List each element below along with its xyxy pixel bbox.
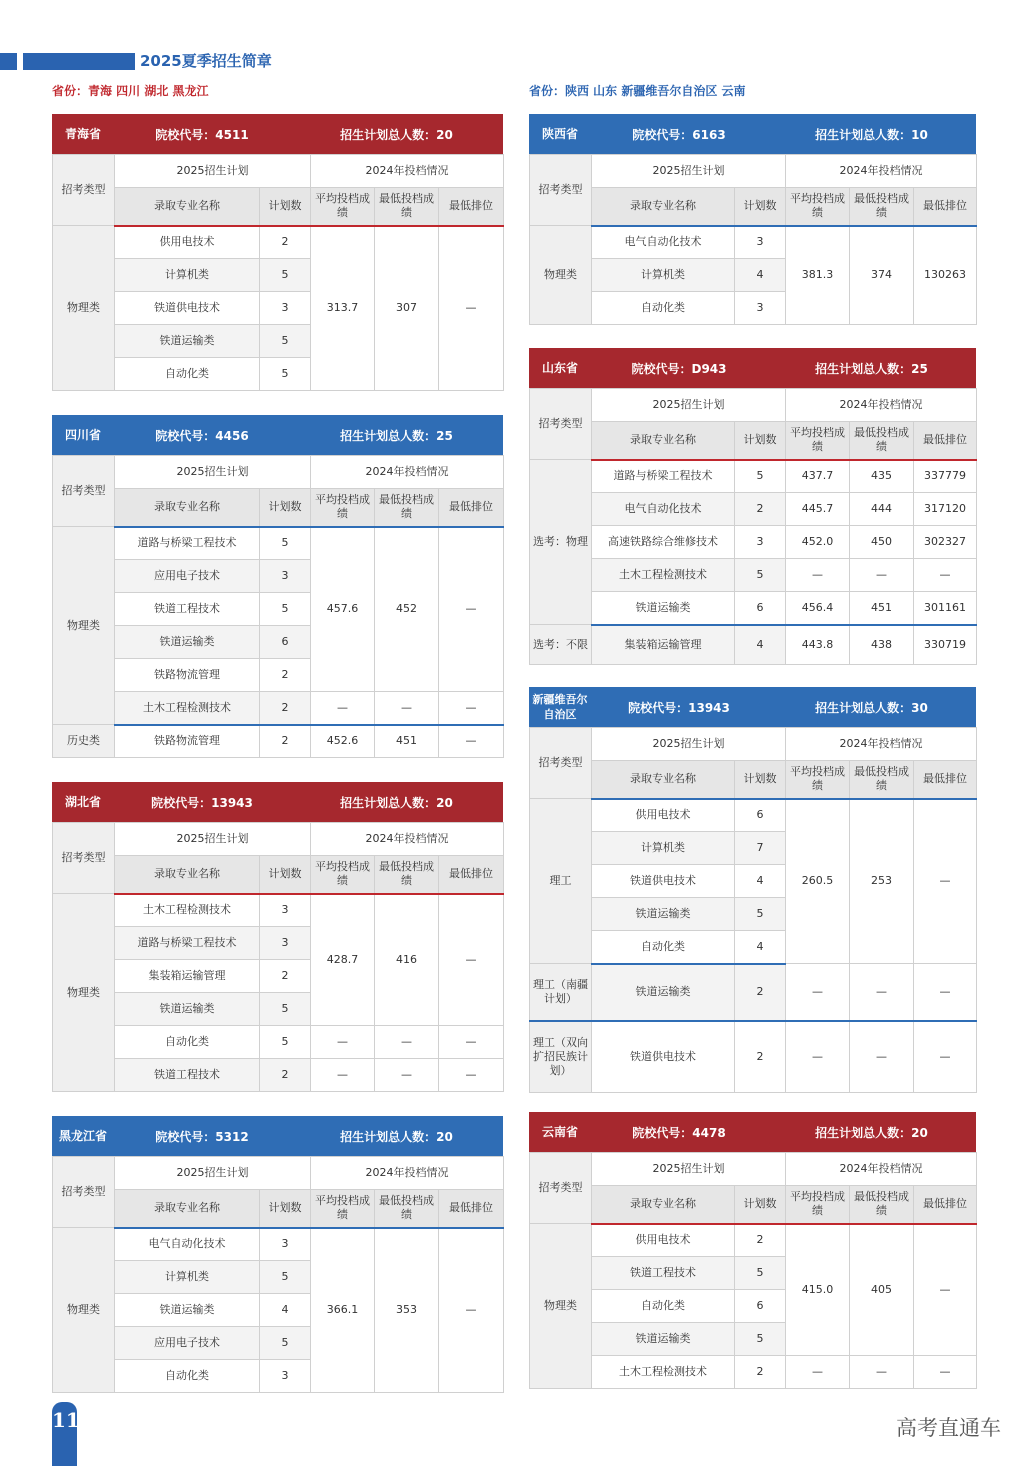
major-cell: 铁道供电技术 <box>592 865 735 898</box>
province-name: 四川省 <box>64 427 101 442</box>
min-cell: 435 <box>850 460 914 493</box>
block-header <box>529 687 976 727</box>
plan-total: 招生计划总人数：20 <box>340 127 453 142</box>
major-cell: 铁道运输类 <box>115 626 260 659</box>
min-cell: — <box>375 1026 439 1059</box>
count-header: 计划数 <box>735 422 786 460</box>
major-cell: 铁道运输类 <box>592 1323 735 1356</box>
count-cell: 5 <box>260 593 311 626</box>
count-cell: 2 <box>735 1021 786 1093</box>
info-2024-header: 2024年投档情况 <box>311 155 504 188</box>
block-header <box>52 1116 503 1156</box>
school-code: 院校代号：5312 <box>155 1129 249 1144</box>
count-cell: 3 <box>260 292 311 325</box>
min-cell: 444 <box>850 493 914 526</box>
count-cell: 5 <box>260 259 311 292</box>
min-cell: 353 <box>375 1228 439 1393</box>
count-cell: 3 <box>260 560 311 593</box>
major-cell: 应用电子技术 <box>115 560 260 593</box>
plan-2025-header: 2025招生计划 <box>592 1153 786 1186</box>
yunnan-block <box>529 1112 976 1389</box>
admission-table <box>52 154 504 391</box>
min-cell: — <box>850 1021 914 1093</box>
type-header: 招考类型 <box>53 155 115 226</box>
shaanxi-block <box>529 114 976 325</box>
count-cell: 3 <box>735 526 786 559</box>
page-header-title: 2025夏季招生简章 <box>140 52 272 70</box>
count-header: 计划数 <box>260 856 311 894</box>
count-cell: 2 <box>735 1224 786 1257</box>
count-cell: 4 <box>260 1294 311 1327</box>
avg-cell: 457.6 <box>311 527 375 692</box>
major-cell: 集装箱运输管理 <box>592 625 735 665</box>
xinjiang-block <box>529 687 976 1093</box>
plan-2025-header: 2025招生计划 <box>115 823 311 856</box>
avg-header: 平均投档成绩 <box>311 1190 375 1228</box>
avg-header: 平均投档成绩 <box>311 489 375 527</box>
avg-cell: 313.7 <box>311 226 375 391</box>
count-cell: 5 <box>260 358 311 391</box>
type-header: 招考类型 <box>53 1157 115 1228</box>
rank-cell: 302327 <box>914 526 977 559</box>
min-cell: 451 <box>375 725 439 758</box>
block-header <box>52 782 503 822</box>
major-header: 录取专业名称 <box>115 1190 260 1228</box>
major-cell: 道路与桥梁工程技术 <box>592 460 735 493</box>
rank-header: 最低排位 <box>439 1190 504 1228</box>
header-bar <box>23 53 135 70</box>
avg-header: 平均投档成绩 <box>786 422 850 460</box>
rank-cell: — <box>914 1224 977 1356</box>
count-cell: 5 <box>260 325 311 358</box>
rank-cell: 317120 <box>914 493 977 526</box>
shandong-block <box>529 348 976 665</box>
avg-cell: 260.5 <box>786 799 850 964</box>
plan-total: 招生计划总人数：25 <box>340 428 453 443</box>
min-cell: 452 <box>375 527 439 692</box>
avg-cell: 381.3 <box>786 226 850 325</box>
type-cell: 理工 <box>530 799 592 964</box>
rank-header: 最低排位 <box>914 422 977 460</box>
major-cell: 计算机类 <box>592 259 735 292</box>
admission-table <box>52 455 504 758</box>
count-cell: 2 <box>735 964 786 1021</box>
major-header: 录取专业名称 <box>592 422 735 460</box>
plan-total: 招生计划总人数：20 <box>815 1125 928 1140</box>
admission-table <box>529 388 977 665</box>
school-code: 院校代号：4511 <box>155 127 249 142</box>
major-cell: 集装箱运输管理 <box>115 960 260 993</box>
school-code: 院校代号：13943 <box>628 700 730 715</box>
block-header <box>529 114 976 154</box>
type-header: 招考类型 <box>53 823 115 894</box>
avg-cell: — <box>311 1059 375 1092</box>
type-cell: 选考：物理 <box>530 460 592 625</box>
major-cell: 铁路物流管理 <box>115 725 260 758</box>
count-cell: 2 <box>260 692 311 725</box>
count-cell: 5 <box>735 460 786 493</box>
type-cell: 物理类 <box>53 1228 115 1393</box>
plan-2025-header: 2025招生计划 <box>115 155 311 188</box>
rank-header: 最低排位 <box>439 188 504 226</box>
count-header: 计划数 <box>260 1190 311 1228</box>
count-cell: 3 <box>260 894 311 927</box>
count-cell: 3 <box>260 1228 311 1261</box>
type-cell: 历史类 <box>53 725 115 758</box>
major-cell: 铁道运输类 <box>592 964 735 1021</box>
school-code: 院校代号：4456 <box>155 428 249 443</box>
count-cell: 6 <box>735 592 786 625</box>
major-cell: 自动化类 <box>115 358 260 391</box>
type-header: 招考类型 <box>530 155 592 226</box>
major-cell: 供用电技术 <box>115 226 260 259</box>
major-cell: 土木工程检测技术 <box>115 894 260 927</box>
type-cell: 物理类 <box>53 226 115 391</box>
min-header: 最低投档成绩 <box>375 188 439 226</box>
major-cell: 电气自动化技术 <box>115 1228 260 1261</box>
min-cell: 451 <box>850 592 914 625</box>
major-cell: 计算机类 <box>115 259 260 292</box>
major-cell: 铁道运输类 <box>115 1294 260 1327</box>
major-cell: 应用电子技术 <box>115 1327 260 1360</box>
major-cell: 供用电技术 <box>592 799 735 832</box>
count-header: 计划数 <box>735 761 786 799</box>
type-cell: 理工（双向扩招民族计划） <box>530 1021 592 1093</box>
major-cell: 计算机类 <box>592 832 735 865</box>
count-cell: 7 <box>735 832 786 865</box>
plan-2025-header: 2025招生计划 <box>592 389 786 422</box>
major-cell: 供用电技术 <box>592 1224 735 1257</box>
info-2024-header: 2024年投档情况 <box>311 823 504 856</box>
count-cell: 6 <box>735 799 786 832</box>
province-name: 黑龙江省 <box>58 1128 107 1143</box>
min-cell: 405 <box>850 1224 914 1356</box>
count-cell: 5 <box>735 1323 786 1356</box>
count-cell: 2 <box>260 226 311 259</box>
count-cell: 2 <box>260 725 311 758</box>
province-name: 云南省 <box>541 1124 578 1139</box>
min-header: 最低投档成绩 <box>850 761 914 799</box>
major-cell: 铁道运输类 <box>592 898 735 931</box>
avg-cell: — <box>786 1356 850 1389</box>
type-cell: 物理类 <box>53 527 115 725</box>
type-cell: 选考：不限 <box>530 625 592 665</box>
avg-cell: 437.7 <box>786 460 850 493</box>
count-cell: 5 <box>260 1026 311 1059</box>
rank-cell: — <box>914 559 977 592</box>
rank-header: 最低排位 <box>439 489 504 527</box>
school-code: 院校代号：4478 <box>632 1125 726 1140</box>
count-cell: 3 <box>260 927 311 960</box>
major-header: 录取专业名称 <box>115 856 260 894</box>
avg-cell: 456.4 <box>786 592 850 625</box>
count-cell: 3 <box>260 1360 311 1393</box>
major-cell: 电气自动化技术 <box>592 493 735 526</box>
heilongjiang-block <box>52 1116 503 1393</box>
block-header <box>529 1112 976 1152</box>
avg-cell: 366.1 <box>311 1228 375 1393</box>
count-cell: 5 <box>260 1261 311 1294</box>
count-cell: 2 <box>260 659 311 692</box>
plan-total: 招生计划总人数：20 <box>340 795 453 810</box>
count-cell: 4 <box>735 259 786 292</box>
province-name: 新疆维吾尔自治区 <box>532 693 588 721</box>
avg-cell: 452.0 <box>786 526 850 559</box>
avg-cell: 445.7 <box>786 493 850 526</box>
type-cell: 物理类 <box>530 226 592 325</box>
major-header: 录取专业名称 <box>592 761 735 799</box>
rank-cell: — <box>439 1228 504 1393</box>
province-list-left: 省份：青海 四川 湖北 黑龙江 <box>52 84 209 98</box>
province-name: 陕西省 <box>541 126 578 141</box>
min-cell: 416 <box>375 894 439 1026</box>
rank-cell: — <box>439 1026 504 1059</box>
plan-2025-header: 2025招生计划 <box>115 1157 311 1190</box>
min-cell: 374 <box>850 226 914 325</box>
major-cell: 道路与桥梁工程技术 <box>115 927 260 960</box>
min-header: 最低投档成绩 <box>850 422 914 460</box>
major-header: 录取专业名称 <box>115 489 260 527</box>
plan-2025-header: 2025招生计划 <box>115 456 311 489</box>
hubei-block <box>52 782 503 1092</box>
count-cell: 3 <box>735 292 786 325</box>
info-2024-header: 2024年投档情况 <box>786 155 977 188</box>
type-header: 招考类型 <box>530 1153 592 1224</box>
rank-cell: 337779 <box>914 460 977 493</box>
count-header: 计划数 <box>735 188 786 226</box>
avg-cell: 452.6 <box>311 725 375 758</box>
min-cell: 253 <box>850 799 914 964</box>
rank-cell: 130263 <box>914 226 977 325</box>
avg-cell: — <box>311 1026 375 1059</box>
avg-cell: 443.8 <box>786 625 850 665</box>
min-header: 最低投档成绩 <box>850 188 914 226</box>
admission-table <box>529 727 977 1093</box>
school-code: 院校代号：13943 <box>151 795 253 810</box>
major-cell: 自动化类 <box>115 1026 260 1059</box>
avg-cell: — <box>786 964 850 1021</box>
plan-total: 招生计划总人数：30 <box>815 700 928 715</box>
count-cell: 5 <box>735 898 786 931</box>
min-header: 最低投档成绩 <box>375 856 439 894</box>
rank-cell: — <box>914 799 977 964</box>
province-name: 湖北省 <box>64 794 101 809</box>
rank-cell: — <box>914 1356 977 1389</box>
avg-cell: 428.7 <box>311 894 375 1026</box>
major-cell: 自动化类 <box>592 931 735 964</box>
avg-cell: 415.0 <box>786 1224 850 1356</box>
block-header <box>52 415 503 455</box>
header-accent-bar <box>0 53 17 70</box>
count-cell: 2 <box>735 1356 786 1389</box>
rank-cell: 301161 <box>914 592 977 625</box>
type-cell: 理工（南疆计划） <box>530 964 592 1021</box>
rank-cell: — <box>439 527 504 692</box>
plan-total: 招生计划总人数：10 <box>815 127 928 142</box>
count-cell: 4 <box>735 931 786 964</box>
min-header: 最低投档成绩 <box>850 1186 914 1224</box>
rank-cell: — <box>439 692 504 725</box>
plan-2025-header: 2025招生计划 <box>592 728 786 761</box>
min-cell: — <box>375 1059 439 1092</box>
avg-header: 平均投档成绩 <box>786 1186 850 1224</box>
count-cell: 2 <box>260 1059 311 1092</box>
admission-table <box>529 154 977 325</box>
major-cell: 自动化类 <box>592 1290 735 1323</box>
type-cell: 物理类 <box>53 894 115 1092</box>
count-header: 计划数 <box>735 1186 786 1224</box>
min-header: 最低投档成绩 <box>375 489 439 527</box>
min-cell: — <box>850 559 914 592</box>
count-cell: 2 <box>735 493 786 526</box>
major-cell: 铁道工程技术 <box>115 593 260 626</box>
avg-cell: — <box>786 1021 850 1093</box>
avg-header: 平均投档成绩 <box>786 761 850 799</box>
major-cell: 土木工程检测技术 <box>115 692 260 725</box>
major-cell: 铁道工程技术 <box>115 1059 260 1092</box>
count-cell: 4 <box>735 625 786 665</box>
province-list-right: 省份：陕西 山东 新疆维吾尔自治区 云南 <box>529 84 746 98</box>
rank-cell: — <box>914 964 977 1021</box>
major-cell: 铁道运输类 <box>592 592 735 625</box>
count-cell: 6 <box>260 626 311 659</box>
info-2024-header: 2024年投档情况 <box>786 728 977 761</box>
major-cell: 自动化类 <box>115 1360 260 1393</box>
avg-cell: — <box>786 559 850 592</box>
plan-total: 招生计划总人数：25 <box>815 361 928 376</box>
school-code: 院校代号：6163 <box>632 127 726 142</box>
major-cell: 铁道运输类 <box>115 325 260 358</box>
plan-2025-header: 2025招生计划 <box>592 155 786 188</box>
count-cell: 5 <box>260 527 311 560</box>
admission-table <box>529 1152 977 1389</box>
plan-total: 招生计划总人数：20 <box>340 1129 453 1144</box>
type-header: 招考类型 <box>53 456 115 527</box>
count-cell: 3 <box>735 226 786 259</box>
block-header <box>529 348 976 388</box>
major-cell: 自动化类 <box>592 292 735 325</box>
major-header: 录取专业名称 <box>115 188 260 226</box>
min-cell: — <box>375 692 439 725</box>
info-2024-header: 2024年投档情况 <box>786 1153 977 1186</box>
major-cell: 土木工程检测技术 <box>592 559 735 592</box>
province-name: 山东省 <box>541 360 578 375</box>
count-cell: 4 <box>735 865 786 898</box>
min-cell: 450 <box>850 526 914 559</box>
avg-header: 平均投档成绩 <box>786 188 850 226</box>
count-cell: 5 <box>735 1257 786 1290</box>
major-cell: 铁路物流管理 <box>115 659 260 692</box>
min-header: 最低投档成绩 <box>375 1190 439 1228</box>
major-header: 录取专业名称 <box>592 188 735 226</box>
major-cell: 铁道供电技术 <box>115 292 260 325</box>
info-2024-header: 2024年投档情况 <box>311 1157 504 1190</box>
avg-cell: — <box>311 692 375 725</box>
major-cell: 铁道运输类 <box>115 993 260 1026</box>
rank-header: 最低排位 <box>914 188 977 226</box>
rank-cell: 330719 <box>914 625 977 665</box>
major-cell: 高速铁路综合维修技术 <box>592 526 735 559</box>
rank-cell: — <box>914 1021 977 1093</box>
qinghai-block <box>52 114 503 391</box>
rank-header: 最低排位 <box>914 761 977 799</box>
province-name: 青海省 <box>64 126 101 141</box>
rank-header: 最低排位 <box>914 1186 977 1224</box>
major-cell: 土木工程检测技术 <box>592 1356 735 1389</box>
rank-cell: — <box>439 725 504 758</box>
avg-header: 平均投档成绩 <box>311 188 375 226</box>
admission-table <box>52 822 504 1092</box>
major-header: 录取专业名称 <box>592 1186 735 1224</box>
avg-header: 平均投档成绩 <box>311 856 375 894</box>
type-header: 招考类型 <box>530 728 592 799</box>
major-cell: 计算机类 <box>115 1261 260 1294</box>
info-2024-header: 2024年投档情况 <box>786 389 977 422</box>
rank-cell: — <box>439 1059 504 1092</box>
rank-header: 最低排位 <box>439 856 504 894</box>
count-header: 计划数 <box>260 489 311 527</box>
count-cell: 5 <box>735 559 786 592</box>
major-cell: 铁道供电技术 <box>592 1021 735 1093</box>
sichuan-block <box>52 415 503 758</box>
count-cell: 5 <box>260 1327 311 1360</box>
count-cell: 6 <box>735 1290 786 1323</box>
major-cell: 铁道工程技术 <box>592 1257 735 1290</box>
major-cell: 道路与桥梁工程技术 <box>115 527 260 560</box>
count-cell: 5 <box>260 993 311 1026</box>
count-cell: 2 <box>260 960 311 993</box>
rank-cell: — <box>439 226 504 391</box>
info-2024-header: 2024年投档情况 <box>311 456 504 489</box>
school-code: 院校代号：D943 <box>631 361 727 376</box>
min-cell: 438 <box>850 625 914 665</box>
min-cell: 307 <box>375 226 439 391</box>
type-cell: 物理类 <box>530 1224 592 1389</box>
major-cell: 电气自动化技术 <box>592 226 735 259</box>
min-cell: — <box>850 964 914 1021</box>
type-header: 招考类型 <box>530 389 592 460</box>
admission-table <box>52 1156 504 1393</box>
min-cell: — <box>850 1356 914 1389</box>
block-header <box>52 114 503 154</box>
rank-cell: — <box>439 894 504 1026</box>
watermark: 高考直通车 <box>896 1416 1001 1440</box>
page-number: 11 <box>52 1408 80 1432</box>
count-header: 计划数 <box>260 188 311 226</box>
